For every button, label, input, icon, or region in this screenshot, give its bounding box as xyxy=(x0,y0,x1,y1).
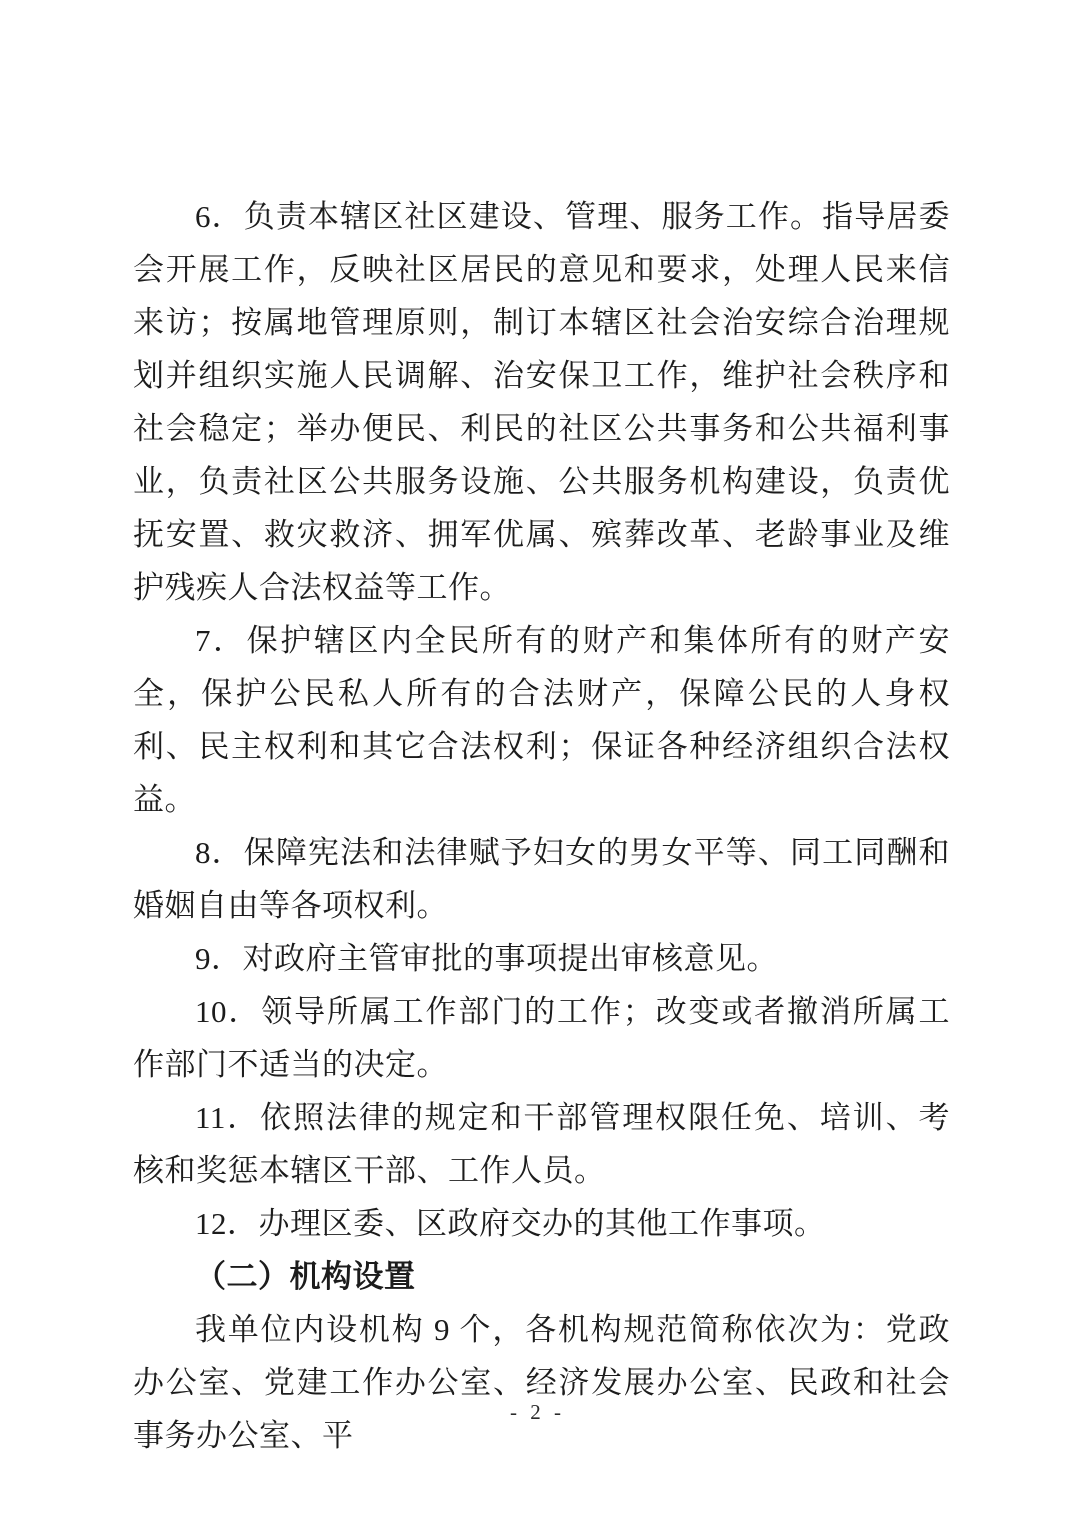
paragraph-item-8: 8．保障宪法和法律赋予妇女的男女平等、同工同酬和婚姻自由等各项权利。 xyxy=(133,835,950,923)
paragraph-item-6: 6．负责本辖区社区建设、管理、服务工作。指导居委会开展工作，反映社区居民的意见和要求，处理人民来信来访；按属地管理原则，制订本辖区社会治安综合治理规划并组织实施人民调解、治安保卫工作，维护社会秩序和社会稳定；举办便民、利民的社区公共事务和公共福利事业，负责社区公共服务设施、公共服务机构建设，负责优抚安置、救灾救济、拥军优属、殡葬改革、老龄事业及维护残疾人合法权益等工作。 xyxy=(133,199,950,605)
paragraph-organization-list: 我单位内设机构 9 个，各机构规范简称依次为：党政办公室、党建工作办公室、经济发展办公室、民政和社会事务办公室、平 xyxy=(133,1312,950,1453)
document-body xyxy=(133,190,950,1462)
paragraph-item-10: 10．领导所属工作部门的工作；改变或者撤消所属工作部门不适当的决定。 xyxy=(133,994,950,1082)
page-number: - 2 - xyxy=(510,1400,565,1424)
paragraph-item-9: 9．对政府主管审批的事项提出审核意见。 xyxy=(195,941,778,976)
paragraph-item-11: 11．依照法律的规定和干部管理权限任免、培训、考核和奖惩本辖区干部、工作人员。 xyxy=(133,1100,950,1188)
paragraph-item-12: 12．办理区委、区政府交办的其他工作事项。 xyxy=(195,1206,826,1241)
section-heading-organization-setup: （二）机构设置 xyxy=(195,1259,416,1294)
paragraph-item-7: 7．保护辖区内全民所有的财产和集体所有的财产安全，保护公民私人所有的合法财产，保障公民的人身权利、民主权利和其它合法权利；保证各种经济组织合法权益。 xyxy=(133,623,950,817)
